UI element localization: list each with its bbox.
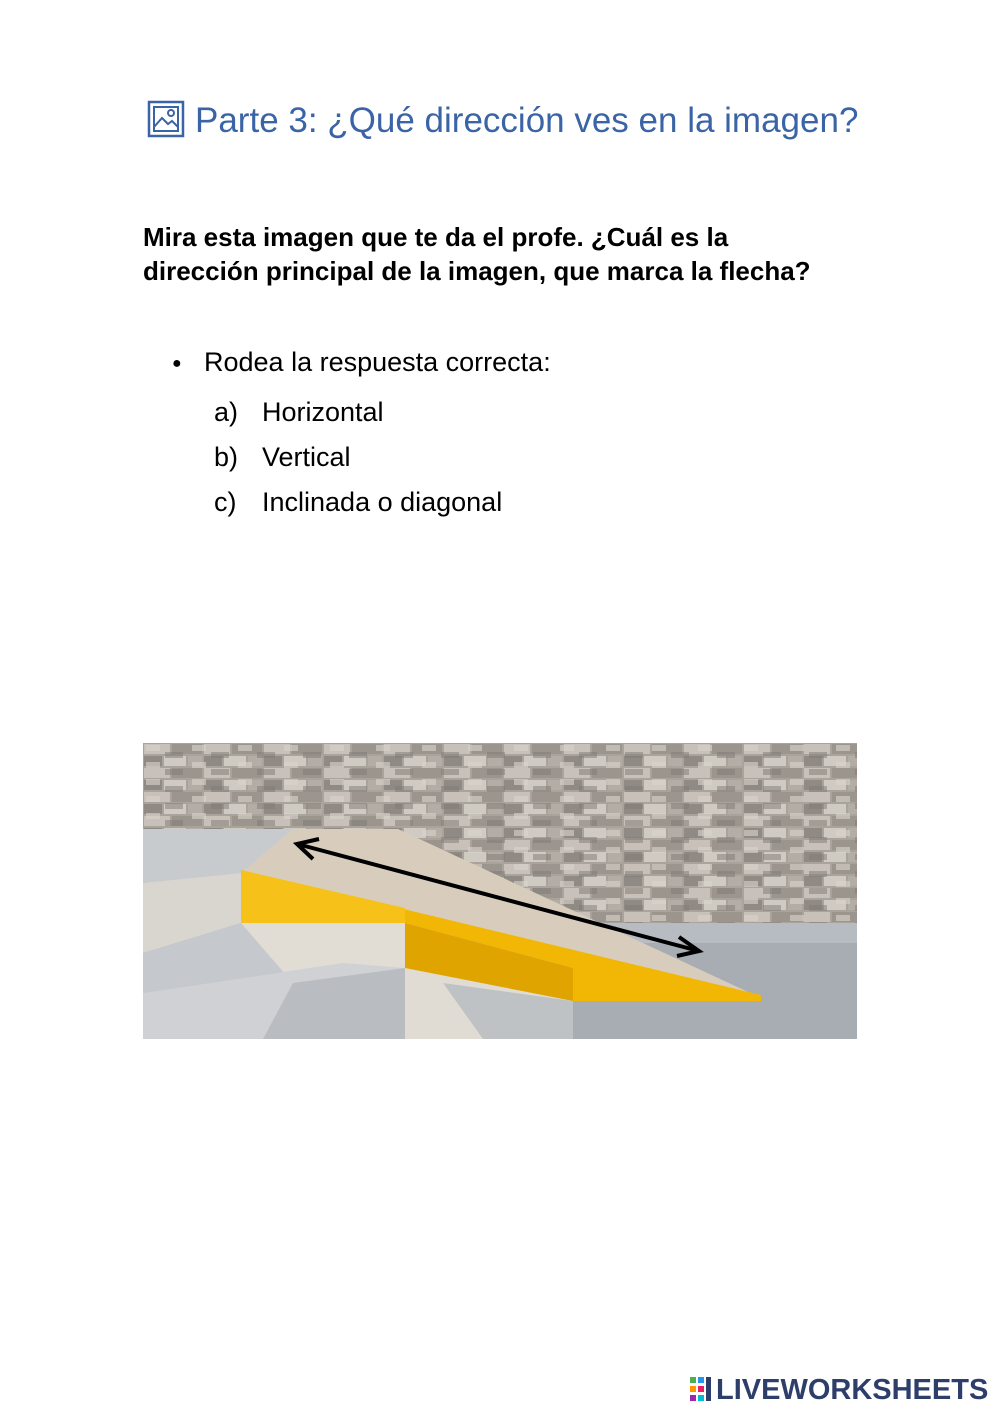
option-a[interactable] <box>214 390 502 435</box>
instruction-text: Rodea la respuesta correcta: <box>204 347 551 377</box>
liveworksheets-logo-icon <box>690 1375 712 1405</box>
page-heading <box>143 98 863 144</box>
brand-name: LIVEWORKSHEETS <box>716 1373 989 1406</box>
option-letter: c) <box>214 487 237 517</box>
picture-icon <box>147 100 185 138</box>
option-letter: a) <box>214 397 239 427</box>
heading-text: Parte 3: ¿Qué dirección ves en la imagen? <box>195 101 859 140</box>
question-text: Mira esta imagen que te da el profe. ¿Cuál es la dirección principal de la imagen, que marca la flecha? <box>143 222 811 286</box>
answer-options <box>214 390 502 525</box>
option-b[interactable] <box>214 435 502 480</box>
bullet-icon: ● <box>172 355 182 372</box>
option-text: Horizontal <box>262 397 384 427</box>
ramp-photo <box>143 743 857 1039</box>
instruction-item <box>172 344 551 382</box>
option-text: Vertical <box>262 442 351 472</box>
option-text: Inclinada o diagonal <box>262 487 503 517</box>
option-letter: b) <box>214 442 239 472</box>
liveworksheets-logo <box>690 1372 988 1408</box>
option-c[interactable] <box>214 480 502 525</box>
